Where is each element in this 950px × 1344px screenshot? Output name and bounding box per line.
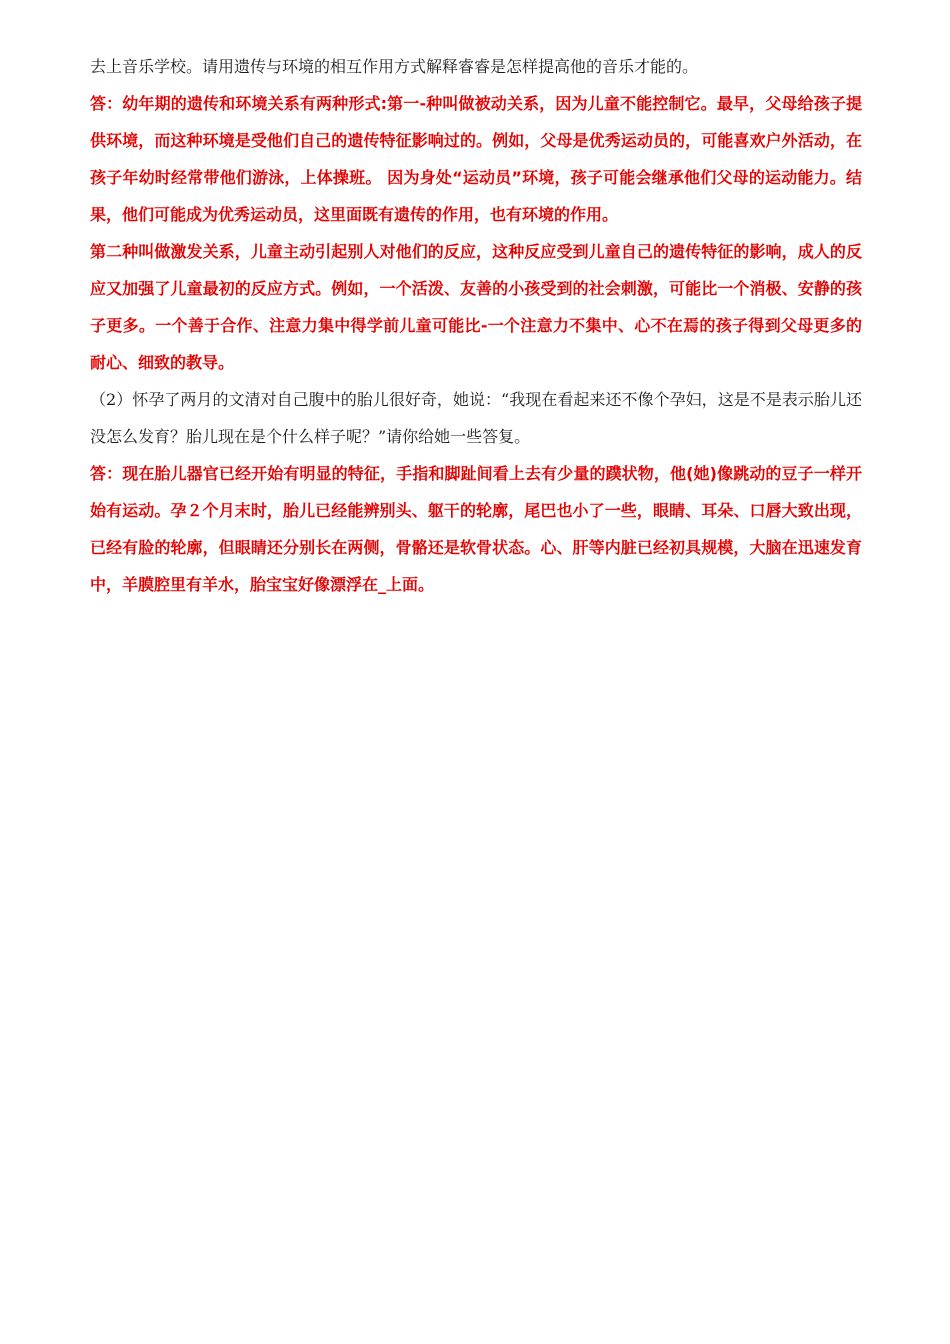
question-paragraph-2: （2）怀孕了两月的文清对自己腹中的胎儿很好奇，她说：“我现在看起来还不像个孕妇，这是不是表示胎儿还没怎么发育？胎儿现在是个什么样子呢？”请你给她一些答复。 — [90, 390, 862, 446]
answer-paragraph-1: 答：幼年期的遗传和环境关系有两种形式:第一-种叫做被动关系，因为儿童不能控制它。最早，父母给孩子提供环境，而这种环境是受他们自己的遗传特征影响过的。例如，父母是优秀运动员的，可能喜欢户外活动，在孩子年幼时经常带他们游泳，上体操班。 因为身处“运动员”环境，孩子可能会继承他们父母的运动能力。结果，他们可能成为优秀运动员，这里面既有遗传的作用，也有环境的作用。 — [90, 94, 862, 224]
answer-paragraph-3: 答：现在胎儿器官已经开始有明显的特征，手指和脚趾间看上去有少量的蹼状物，他(她)像跳动的豆子一样开始有运动。孕２个月末时，胎儿已经能辨别头、躯干的轮廓，尾巴也小了一些，眼睛、耳朵、口唇大致出现，已经有脸的轮廓，但眼睛还分别长在两侧，骨骼还是软骨状态。心、肝等内脏已经初具规模，大脑在迅速发育中，羊膜腔里有羊水，胎宝宝好像漂浮在_上面。 — [90, 464, 862, 594]
document-page — [90, 48, 862, 603]
answer-paragraph-2: 第二种叫做激发关系，儿童主动引起别人对他们的反应，这种反应受到儿童自己的遗传特征的影响，成人的反应又加强了儿童最初的反应方式。例如，一个活泼、友善的小孩受到的社会刺激，可能比一个消极、安静的孩子更多。一个善于合作、注意力集中得学前儿童可能比-一个注意力不集中、心不在焉的孩子得到父母更多的耐心、细致的教导。 — [90, 242, 862, 372]
question-paragraph-1: 去上音乐学校。请用遗传与环境的相互作用方式解释睿睿是怎样提高他的音乐才能的。 — [90, 57, 699, 76]
